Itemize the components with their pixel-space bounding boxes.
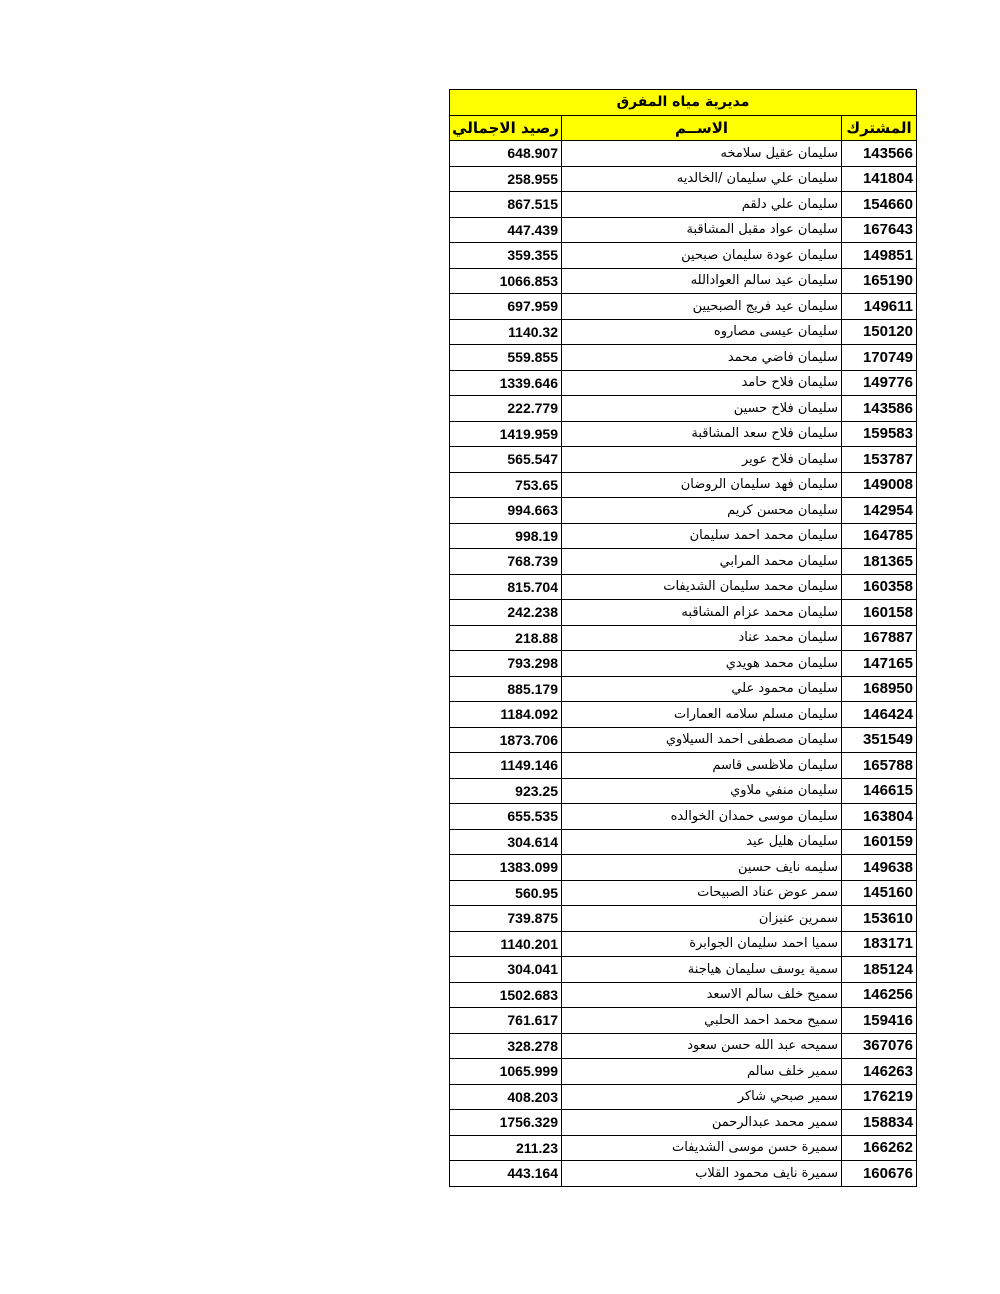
- table-row: [450, 574, 917, 600]
- table-row: [450, 957, 917, 983]
- cell-name: سليمان عيد فريج الصبحيين: [562, 294, 842, 320]
- cell-subscriber-id: 176219: [842, 1084, 917, 1110]
- cell-name: سليمان عيد سالم العوادالله: [562, 268, 842, 294]
- cell-subscriber-id: 170749: [842, 345, 917, 371]
- cell-subscriber-id: 149851: [842, 243, 917, 269]
- table-row: [450, 217, 917, 243]
- table-row: [450, 192, 917, 218]
- table-row: [450, 804, 917, 830]
- cell-subscriber-id: 149638: [842, 855, 917, 881]
- cell-name: سليمان محمد هويدي: [562, 651, 842, 677]
- cell-balance: 328.278: [450, 1033, 562, 1059]
- cell-name: سليمان عيسى مصاروه: [562, 319, 842, 345]
- cell-balance: 443.164: [450, 1161, 562, 1187]
- table-row: [450, 982, 917, 1008]
- table-row: [450, 1110, 917, 1136]
- cell-name: سليمان مصطفى احمد السيلاوي: [562, 727, 842, 753]
- cell-balance: 559.855: [450, 345, 562, 371]
- cell-subscriber-id: 160358: [842, 574, 917, 600]
- cell-balance: 1066.853: [450, 268, 562, 294]
- cell-name: سليمان مسلم سلامه العمارات: [562, 702, 842, 728]
- cell-subscriber-id: 160676: [842, 1161, 917, 1187]
- cell-balance: 655.535: [450, 804, 562, 830]
- cell-name: سميرة حسن موسى الشديفات: [562, 1135, 842, 1161]
- cell-subscriber-id: 143586: [842, 396, 917, 422]
- cell-name: سمير محمد عبدالرحمن: [562, 1110, 842, 1136]
- column-header-balance: رصيد الاجمالي: [450, 115, 562, 141]
- cell-subscriber-id: 159583: [842, 421, 917, 447]
- cell-subscriber-id: 149008: [842, 472, 917, 498]
- cell-balance: 1383.099: [450, 855, 562, 881]
- cell-balance: 1149.146: [450, 753, 562, 779]
- cell-name: سليمان فلاح حامد: [562, 370, 842, 396]
- cell-subscriber-id: 153610: [842, 906, 917, 932]
- cell-subscriber-id: 154660: [842, 192, 917, 218]
- cell-subscriber-id: 145160: [842, 880, 917, 906]
- cell-balance: 1339.646: [450, 370, 562, 396]
- table-row: [450, 702, 917, 728]
- table-row: [450, 1008, 917, 1034]
- cell-name: سليمان موسى حمدان الخوالده: [562, 804, 842, 830]
- table-row: [450, 676, 917, 702]
- table-row: [450, 421, 917, 447]
- cell-balance: 1419.959: [450, 421, 562, 447]
- table-row: [450, 855, 917, 881]
- table-row: [450, 1135, 917, 1161]
- cell-subscriber-id: 183171: [842, 931, 917, 957]
- cell-balance: 408.203: [450, 1084, 562, 1110]
- table-row: [450, 906, 917, 932]
- cell-subscriber-id: 164785: [842, 523, 917, 549]
- cell-name: سمية يوسف سليمان هياجنة: [562, 957, 842, 983]
- table-title: مديرية مياه المفرق: [450, 90, 917, 116]
- table-row: [450, 396, 917, 422]
- table-row: [450, 880, 917, 906]
- table-row: [450, 931, 917, 957]
- cell-balance: 1140.201: [450, 931, 562, 957]
- cell-name: سليمان فهد سليمان الروضان: [562, 472, 842, 498]
- cell-balance: 998.19: [450, 523, 562, 549]
- cell-subscriber-id: 142954: [842, 498, 917, 524]
- column-header-name: الاســم: [562, 115, 842, 141]
- table-row: [450, 1084, 917, 1110]
- table-row: [450, 472, 917, 498]
- cell-balance: 304.614: [450, 829, 562, 855]
- cell-subscriber-id: 160158: [842, 600, 917, 626]
- cell-name: سمرين عنيزان: [562, 906, 842, 932]
- cell-name: سليمان محمد سليمان الشديفات: [562, 574, 842, 600]
- cell-subscriber-id: 153787: [842, 447, 917, 473]
- cell-subscriber-id: 167887: [842, 625, 917, 651]
- table-row: [450, 370, 917, 396]
- cell-name: سليمان علي دلقم: [562, 192, 842, 218]
- cell-subscriber-id: 149611: [842, 294, 917, 320]
- cell-name: سليمان محمد احمد سليمان: [562, 523, 842, 549]
- cell-balance: 648.907: [450, 141, 562, 167]
- cell-subscriber-id: 141804: [842, 166, 917, 192]
- cell-balance: 1140.32: [450, 319, 562, 345]
- cell-subscriber-id: 167643: [842, 217, 917, 243]
- cell-balance: 565.547: [450, 447, 562, 473]
- table-row: [450, 753, 917, 779]
- cell-subscriber-id: 146256: [842, 982, 917, 1008]
- title-row: [450, 90, 917, 116]
- cell-name: سميح محمد احمد الحلبي: [562, 1008, 842, 1034]
- cell-name: سليمه نايف حسين: [562, 855, 842, 881]
- cell-balance: 1756.329: [450, 1110, 562, 1136]
- cell-name: سمر عوض عناد الصبيحات: [562, 880, 842, 906]
- cell-name: سليمان علي سليمان /الخالديه: [562, 166, 842, 192]
- cell-balance: 1184.092: [450, 702, 562, 728]
- cell-balance: 1065.999: [450, 1059, 562, 1085]
- table-row: [450, 294, 917, 320]
- header-row: [450, 115, 917, 141]
- cell-balance: 1873.706: [450, 727, 562, 753]
- cell-name: سليمان هليل عيد: [562, 829, 842, 855]
- cell-balance: 867.515: [450, 192, 562, 218]
- cell-name: سليمان فاضي محمد: [562, 345, 842, 371]
- table-row: [450, 625, 917, 651]
- cell-balance: 211.23: [450, 1135, 562, 1161]
- table-row: [450, 345, 917, 371]
- cell-subscriber-id: 168950: [842, 676, 917, 702]
- cell-balance: 258.955: [450, 166, 562, 192]
- cell-balance: 885.179: [450, 676, 562, 702]
- cell-name: سميا احمد سليمان الجوابرة: [562, 931, 842, 957]
- cell-name: سميح خلف سالم الاسعد: [562, 982, 842, 1008]
- cell-name: سميحه عبد الله حسن سعود: [562, 1033, 842, 1059]
- cell-name: سميرة نايف محمود القلاب: [562, 1161, 842, 1187]
- table-row: [450, 1033, 917, 1059]
- cell-name: سمير صبحي شاكر: [562, 1084, 842, 1110]
- table-row: [450, 549, 917, 575]
- table-row: [450, 498, 917, 524]
- cell-subscriber-id: 149776: [842, 370, 917, 396]
- cell-balance: 739.875: [450, 906, 562, 932]
- table-row: [450, 166, 917, 192]
- cell-balance: 222.779: [450, 396, 562, 422]
- cell-subscriber-id: 159416: [842, 1008, 917, 1034]
- cell-name: سليمان فلاح حسين: [562, 396, 842, 422]
- cell-subscriber-id: 146615: [842, 778, 917, 804]
- table-row: [450, 1161, 917, 1187]
- cell-balance: 359.355: [450, 243, 562, 269]
- cell-balance: 768.739: [450, 549, 562, 575]
- cell-balance: 793.298: [450, 651, 562, 677]
- cell-subscriber-id: 146263: [842, 1059, 917, 1085]
- table-row: [450, 778, 917, 804]
- table-row: [450, 727, 917, 753]
- cell-name: سليمان منفي ملاوي: [562, 778, 842, 804]
- cell-subscriber-id: 146424: [842, 702, 917, 728]
- table-row: [450, 319, 917, 345]
- cell-balance: 560.95: [450, 880, 562, 906]
- column-header-subscriber: المشترك: [842, 115, 917, 141]
- cell-subscriber-id: 185124: [842, 957, 917, 983]
- cell-subscriber-id: 367076: [842, 1033, 917, 1059]
- cell-balance: 815.704: [450, 574, 562, 600]
- cell-balance: 994.663: [450, 498, 562, 524]
- cell-subscriber-id: 163804: [842, 804, 917, 830]
- cell-subscriber-id: 351549: [842, 727, 917, 753]
- cell-name: سليمان محمد المرابي: [562, 549, 842, 575]
- table-row: [450, 447, 917, 473]
- table-row: [450, 523, 917, 549]
- table-row: [450, 243, 917, 269]
- balances-table: [449, 89, 917, 1187]
- cell-subscriber-id: 166262: [842, 1135, 917, 1161]
- cell-name: سليمان عودة سليمان صبحين: [562, 243, 842, 269]
- cell-balance: 218.88: [450, 625, 562, 651]
- cell-subscriber-id: 165788: [842, 753, 917, 779]
- cell-name: سليمان فلاح سعد المشاقبة: [562, 421, 842, 447]
- cell-name: سليمان محمد عناد: [562, 625, 842, 651]
- cell-name: سمير خلف سالم: [562, 1059, 842, 1085]
- cell-subscriber-id: 143566: [842, 141, 917, 167]
- table-row: [450, 1059, 917, 1085]
- cell-subscriber-id: 165190: [842, 268, 917, 294]
- cell-name: سليمان محمد عزام المشاقبه: [562, 600, 842, 626]
- cell-name: سليمان عقيل سلامخه: [562, 141, 842, 167]
- table-row: [450, 141, 917, 167]
- cell-balance: 697.959: [450, 294, 562, 320]
- cell-name: سليمان فلاح عوير: [562, 447, 842, 473]
- cell-subscriber-id: 158834: [842, 1110, 917, 1136]
- cell-subscriber-id: 147165: [842, 651, 917, 677]
- cell-name: سليمان ملاظسى قاسم: [562, 753, 842, 779]
- cell-subscriber-id: 181365: [842, 549, 917, 575]
- table-row: [450, 600, 917, 626]
- cell-balance: 753.65: [450, 472, 562, 498]
- cell-balance: 761.617: [450, 1008, 562, 1034]
- cell-subscriber-id: 160159: [842, 829, 917, 855]
- cell-name: سليمان عواد مقبل المشاقبة: [562, 217, 842, 243]
- table-row: [450, 268, 917, 294]
- cell-balance: 447.439: [450, 217, 562, 243]
- cell-name: سليمان محمود علي: [562, 676, 842, 702]
- cell-balance: 304.041: [450, 957, 562, 983]
- cell-name: سليمان محسن كريم: [562, 498, 842, 524]
- cell-balance: 923.25: [450, 778, 562, 804]
- cell-subscriber-id: 150120: [842, 319, 917, 345]
- table-row: [450, 651, 917, 677]
- cell-balance: 242.238: [450, 600, 562, 626]
- cell-balance: 1502.683: [450, 982, 562, 1008]
- table-row: [450, 829, 917, 855]
